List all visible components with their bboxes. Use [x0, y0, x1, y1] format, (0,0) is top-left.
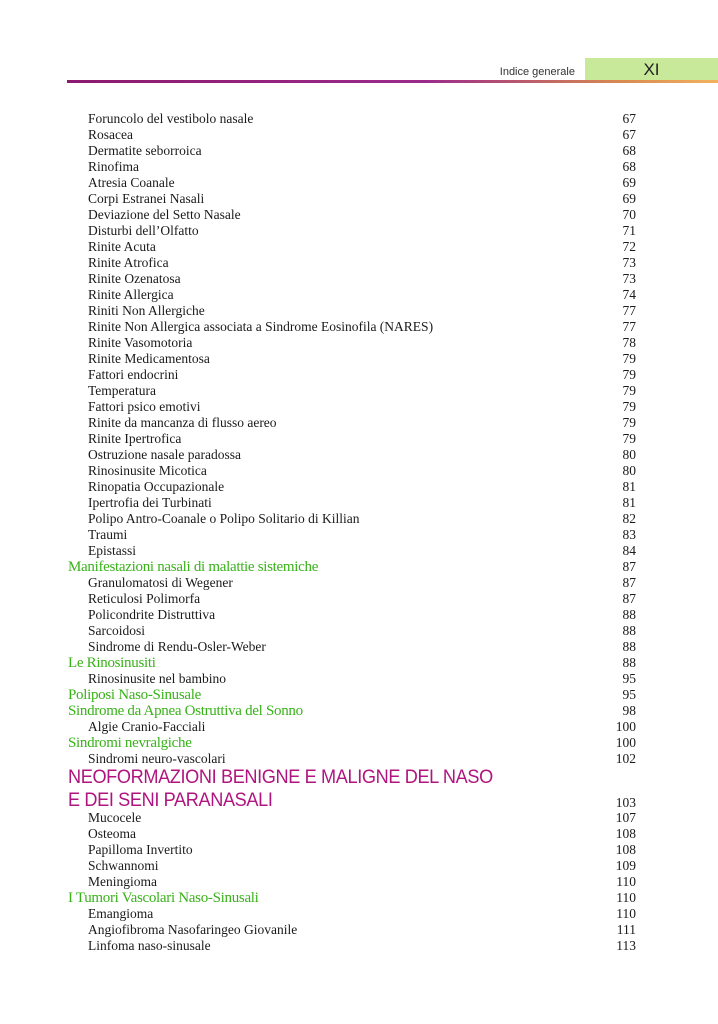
toc-entry-title: Papilloma Invertito: [88, 842, 193, 857]
toc-entry-title: Disturbi dell’Olfatto: [88, 223, 199, 238]
toc-entry-title: Ipertrofia dei Turbinati: [88, 495, 212, 510]
toc-page-number: 95: [622, 687, 636, 702]
toc-entry-row: [68, 938, 638, 954]
toc-entry-title: Sarcoidosi: [88, 623, 145, 638]
toc-page-number: 100: [615, 735, 636, 750]
toc-entry-title: Atresia Coanale: [88, 175, 175, 190]
toc-page-number: 88: [622, 607, 636, 622]
toc-page-number: 72: [622, 239, 636, 254]
toc-section-row: [68, 703, 638, 719]
toc-entry-title: Traumi: [88, 527, 128, 542]
toc-entry-title: Riniti Non Allergiche: [88, 303, 205, 318]
toc-page-number: 77: [622, 303, 636, 318]
toc-section-row: [68, 559, 638, 575]
toc-entry-row: [68, 383, 638, 399]
toc-page-number: 73: [622, 271, 636, 286]
toc-entry-row: [68, 842, 638, 858]
toc-entry-title: Rosacea: [88, 127, 133, 142]
toc-entry-row: [68, 415, 638, 431]
toc-page-number: 109: [615, 858, 636, 873]
toc-entry-title: Rinite Allergica: [88, 287, 174, 302]
toc-entry-title: Policondrite Distruttiva: [88, 607, 216, 622]
toc-page-number: 68: [622, 159, 636, 174]
running-header-title: Indice generale: [499, 66, 575, 78]
toc-entry-title: Angiofibroma Nasofaringeo Giovanile: [88, 922, 298, 937]
toc-section-title: Poliposi Naso-Sinusale: [68, 687, 201, 703]
toc-entry-row: [68, 287, 638, 303]
toc-entry-row: [68, 623, 638, 639]
toc-page-number: 79: [622, 367, 636, 382]
toc-entry-title: Meningioma: [88, 874, 157, 889]
toc-page-number: 73: [622, 255, 636, 270]
toc-page-number: 102: [615, 751, 636, 766]
toc-entry-row: [68, 223, 638, 239]
toc-entry-title: Reticulosi Polimorfa: [88, 591, 201, 606]
chapter-title-line-1: NEOFORMAZIONI BENIGNE E MALIGNE DEL NASO: [68, 766, 493, 788]
toc-entry-title: Temperatura: [88, 383, 157, 398]
toc-entry-title: Emangioma: [88, 906, 154, 921]
toc-page-number: 68: [622, 143, 636, 158]
toc-entry-row: [68, 399, 638, 415]
toc-page-number: 83: [622, 527, 636, 542]
toc-entry-title: Sindromi neuro-vascolari: [88, 751, 226, 766]
toc-entry-row: [68, 575, 638, 591]
toc-entry-row: [68, 127, 638, 143]
toc-entry-row: [68, 159, 638, 175]
toc-page-number: 88: [622, 655, 636, 670]
toc-page-number: 84: [622, 543, 636, 558]
toc-page-number: 71: [622, 223, 636, 238]
toc-entry-title: Rinite Ipertrofica: [88, 431, 182, 446]
chapter-title-line-2: E DEI SENI PARANASALI: [68, 789, 273, 811]
toc-page-number: 98: [622, 703, 636, 718]
toc-entry-title: Linfoma naso-sinusale: [88, 938, 211, 953]
toc-entry-title: Deviazione del Setto Nasale: [88, 207, 241, 222]
toc-section-title: Le Rinosinusiti: [68, 655, 156, 671]
toc-entry-row: [68, 143, 638, 159]
toc-page-number: 79: [622, 431, 636, 446]
toc-entry-title: Rinite Acuta: [88, 239, 156, 254]
toc-entry-title: Epistassi: [88, 543, 137, 558]
toc-page-number: 107: [615, 810, 636, 825]
table-of-contents-continued: [68, 810, 638, 954]
toc-page-number: 70: [622, 207, 636, 222]
toc-page-number: 78: [622, 335, 636, 350]
toc-page-number: 87: [622, 559, 636, 574]
toc-section-title: I Tumori Vascolari Naso-Sinusali: [68, 890, 259, 906]
toc-entry-title: Algie Cranio-Facciali: [88, 719, 206, 734]
toc-entry-row: [68, 495, 638, 511]
toc-page-number: 69: [622, 175, 636, 190]
toc-entry-row: [68, 810, 638, 826]
toc-entry-row: [68, 751, 638, 767]
toc-page-number: 108: [615, 826, 636, 841]
toc-page-number: 79: [622, 415, 636, 430]
toc-entry-title: Rinopatia Occupazionale: [88, 479, 225, 494]
toc-entry-title: Osteoma: [88, 826, 136, 841]
toc-section-title: Sindromi nevralgiche: [68, 735, 192, 751]
chapter-heading: [68, 766, 638, 812]
toc-entry-row: [68, 671, 638, 687]
toc-entry-row: [68, 239, 638, 255]
toc-page-number: 67: [622, 127, 636, 142]
toc-entry-title: Corpi Estranei Nasali: [88, 191, 205, 206]
toc-page-number: 87: [622, 591, 636, 606]
toc-entry-row: [68, 527, 638, 543]
toc-section-row: [68, 735, 638, 751]
toc-entry-row: [68, 463, 638, 479]
toc-entry-row: [68, 543, 638, 559]
toc-entry-title: Rinite Non Allergica associata a Sindrome Eosinofila (NARES): [88, 319, 434, 334]
page-number: XI: [643, 59, 660, 79]
toc-entry-title: Dermatite seborroica: [88, 143, 202, 158]
page-number-badge: [585, 58, 718, 81]
toc-entry-title: Polipo Antro-Coanale o Polipo Solitario di Killian: [88, 511, 360, 526]
toc-entry-row: [68, 874, 638, 890]
toc-page-number: 88: [622, 639, 636, 654]
toc-entry-title: Rinosinusite nel bambino: [88, 671, 226, 686]
toc-section-title: Manifestazioni nasali di malattie sistemiche: [68, 559, 319, 575]
table-of-contents: [68, 111, 638, 767]
toc-entry-row: [68, 447, 638, 463]
toc-entry-row: [68, 591, 638, 607]
toc-page-number: 79: [622, 399, 636, 414]
toc-page-number: 88: [622, 623, 636, 638]
toc-entry-row: [68, 207, 638, 223]
toc-page-number: 79: [622, 383, 636, 398]
toc-entry-title: Rinite Atrofica: [88, 255, 169, 270]
toc-page-number: 79: [622, 351, 636, 366]
chapter-page-number: 103: [615, 795, 636, 810]
toc-entry-title: Schwannomi: [88, 858, 159, 873]
toc-section-row: [68, 687, 638, 703]
toc-entry-row: [68, 826, 638, 842]
toc-entry-title: Rinofima: [88, 159, 139, 174]
toc-page-number: 67: [622, 111, 636, 126]
toc-page-number: 81: [622, 495, 636, 510]
toc-page-number: 69: [622, 191, 636, 206]
toc-entry-row: [68, 511, 638, 527]
toc-entry-title: Ostruzione nasale paradossa: [88, 447, 241, 462]
toc-entry-row: [68, 351, 638, 367]
toc-entry-title: Mucocele: [88, 810, 142, 825]
toc-entry-title: Foruncolo del vestibolo nasale: [88, 111, 254, 126]
toc-entry-row: [68, 255, 638, 271]
toc-page-number: 110: [616, 890, 636, 905]
toc-entry-title: Fattori psico emotivi: [88, 399, 201, 414]
toc-page-number: 80: [622, 463, 636, 478]
toc-page-number: 74: [622, 287, 636, 302]
toc-entry-row: [68, 858, 638, 874]
toc-page-number: 111: [616, 922, 636, 937]
toc-page-number: 95: [622, 671, 636, 686]
toc-page-number: 81: [622, 479, 636, 494]
toc-entry-title: Sindrome di Rendu-Osler-Weber: [88, 639, 266, 654]
toc-entry-row: [68, 607, 638, 623]
toc-entry-row: [68, 367, 638, 383]
toc-entry-row: [68, 922, 638, 938]
toc-entry-title: Rinite Medicamentosa: [88, 351, 210, 366]
toc-entry-row: [68, 639, 638, 655]
toc-page-number: 80: [622, 447, 636, 462]
toc-entry-row: [68, 719, 638, 735]
toc-entry-title: Rinite Vasomotoria: [88, 335, 193, 350]
toc-entry-row: [68, 335, 638, 351]
toc-page-number: 87: [622, 575, 636, 590]
toc-page-number: 77: [622, 319, 636, 334]
toc-page-number: 108: [615, 842, 636, 857]
toc-entry-row: [68, 271, 638, 287]
toc-page-number: 100: [615, 719, 636, 734]
toc-entry-title: Rinite da mancanza di flusso aereo: [88, 415, 277, 430]
toc-entry-title: Granulomatosi di Wegener: [88, 575, 233, 590]
toc-entry-title: Fattori endocrini: [88, 367, 179, 382]
header-divider: [67, 80, 718, 83]
toc-page-number: 110: [616, 906, 636, 921]
toc-entry-row: [68, 906, 638, 922]
toc-page-number: 113: [616, 938, 636, 953]
toc-entry-row: [68, 319, 638, 335]
toc-entry-row: [68, 111, 638, 127]
toc-page-number: 82: [622, 511, 636, 526]
toc-entry-row: [68, 191, 638, 207]
toc-entry-row: [68, 479, 638, 495]
toc-section-row: [68, 890, 638, 906]
toc-entry-title: Rinosinusite Micotica: [88, 463, 207, 478]
toc-entry-row: [68, 175, 638, 191]
toc-page-number: 110: [616, 874, 636, 889]
toc-section-title: Sindrome da Apnea Ostruttiva del Sonno: [68, 703, 303, 719]
toc-entry-row: [68, 431, 638, 447]
toc-entry-row: [68, 303, 638, 319]
toc-entry-title: Rinite Ozenatosa: [88, 271, 181, 286]
toc-section-row: [68, 655, 638, 671]
